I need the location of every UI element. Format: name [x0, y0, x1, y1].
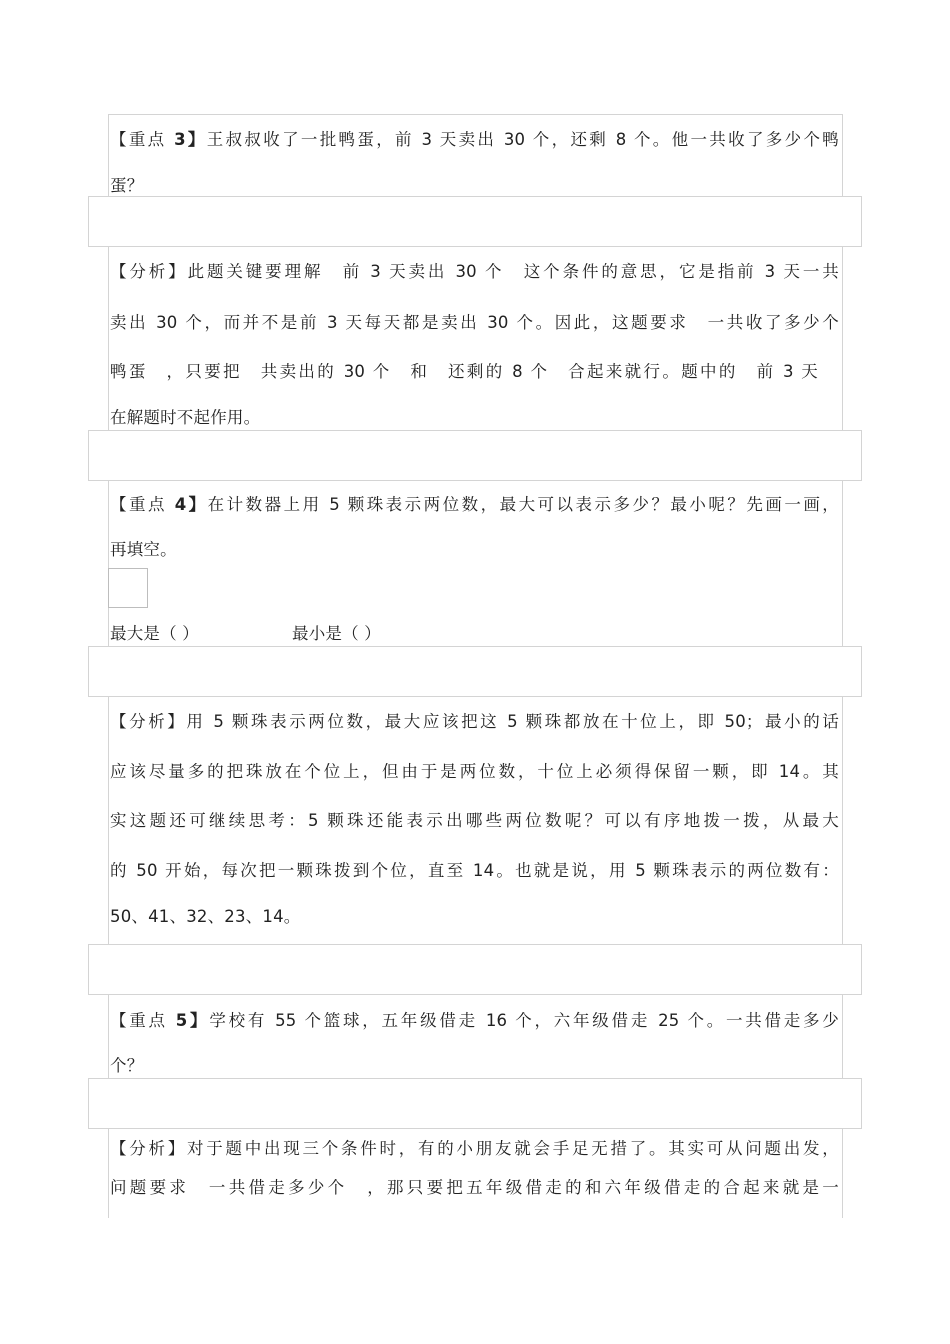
analysis-3-line-3: 鸭蛋 ，只要把 共卖出的 30 个 和 还剩的 8 个 合起来就行。题中的 前 3 天: [110, 362, 818, 381]
table-border: [861, 646, 862, 696]
analysis-tag: 【分析】: [110, 712, 187, 731]
table-border: [108, 246, 109, 430]
table-border: [88, 646, 89, 696]
table-border: [108, 480, 109, 646]
analysis-4-line-1: [110, 712, 839, 732]
tag-open: 【重点: [110, 1011, 176, 1030]
table-border: [108, 696, 109, 944]
table-border: [861, 196, 862, 246]
analysis-4-line-3: 实这题还可继续思考：5 颗珠还能表示出哪些两位数呢？可以有序地拨一拨，从最大: [110, 811, 839, 830]
table-border: [861, 1078, 862, 1128]
table-border: [842, 114, 843, 196]
analysis-3-line-1: [110, 262, 839, 282]
key-point-5-line-2: 个？: [110, 1056, 144, 1075]
analysis-4-line-2: 应该尽量多的把珠放在个位上，但由于是两位数，十位上必须得保留一颗，即 14。其: [110, 762, 839, 781]
abacus-drawing-box: [108, 568, 148, 608]
analysis-5-line-2: 问题要求 一共借走多少个 ，那只要把五年级借走的和六年级借走的合起来就是一: [110, 1178, 839, 1197]
analysis-3-line-4: 在解题时不起作用。: [110, 408, 261, 427]
table-border: [88, 1078, 862, 1079]
table-border: [88, 246, 862, 247]
table-border: [108, 1128, 109, 1218]
key-point-5-line-1: [110, 1011, 839, 1031]
paragraph-text: 此题关键要理解 前 3 天卖出 30 个 这个条件的意思，它是指前 3 天一共: [187, 262, 839, 281]
key-point-tag: [110, 495, 208, 514]
paragraph-text: 用 5 颗珠表示两位数，最大应该把这 5 颗珠都放在十位上，即 50；最小的话: [186, 712, 839, 731]
tag-number: 5: [175, 1011, 188, 1030]
tag-close: 】: [187, 1011, 210, 1030]
key-point-3-line-2: 蛋？: [110, 176, 144, 195]
key-point-3-line-1: [110, 130, 839, 150]
analysis-4-line-5: 50、41、32、23、14。: [110, 907, 301, 926]
analysis-3-line-2: 卖出 30 个，而并不是前 3 天每天都是卖出 30 个。因此，这题要求 一共收了多少个: [110, 313, 839, 332]
table-border: [842, 994, 843, 1078]
analysis-tag: 【分析】: [110, 1139, 188, 1158]
table-border: [842, 246, 843, 430]
table-border: [108, 114, 842, 115]
key-point-4-line-1: [110, 495, 839, 515]
tag-open: 【重点: [110, 495, 175, 514]
table-border: [88, 944, 89, 994]
table-border: [861, 430, 862, 480]
analysis-4-line-4: 的 50 开始，每次把一颗珠拨到个位，直至 14。也就是说，用 5 颗珠表示的两位数有：: [110, 861, 839, 880]
paragraph-text: 王叔叔收了一批鸭蛋，前 3 天卖出 30 个，还剩 8 个。他一共收了多少个鸭: [206, 130, 839, 149]
table-border: [88, 480, 862, 481]
table-border: [88, 430, 862, 431]
table-border: [861, 944, 862, 994]
table-border: [88, 196, 862, 197]
min-answer-blank: 最小是（ ）: [292, 624, 381, 643]
max-answer-blank: 最大是（ ）: [110, 624, 199, 643]
analysis-5-line-1: [110, 1139, 839, 1159]
table-border: [88, 196, 89, 246]
table-border: [88, 944, 862, 945]
table-border: [88, 696, 862, 697]
tag-close: 】: [185, 130, 207, 149]
table-border: [842, 480, 843, 646]
table-border: [108, 114, 109, 196]
paragraph-text: 对于题中出现三个条件时，有的小朋友就会手足无措了。其实可从问题出发，: [187, 1139, 839, 1158]
table-border: [88, 646, 862, 647]
key-point-tag: [110, 130, 207, 149]
key-point-tag: [110, 1011, 209, 1030]
tag-open: 【重点: [110, 130, 175, 149]
analysis-tag: 【分析】: [110, 262, 188, 281]
paragraph-text: 在计数器上用 5 颗珠表示两位数，最大可以表示多少？最小呢？先画一画，: [207, 495, 840, 514]
table-border: [88, 1128, 862, 1129]
table-border: [88, 1078, 89, 1128]
key-point-4-line-2: 再填空。: [110, 540, 177, 559]
table-border: [842, 1128, 843, 1218]
table-border: [842, 696, 843, 944]
tag-number: 3: [174, 130, 186, 149]
table-border: [88, 994, 862, 995]
tag-number: 4: [174, 495, 187, 514]
tag-close: 】: [186, 495, 208, 514]
table-border: [88, 430, 89, 480]
paragraph-text: 学校有 55 个篮球，五年级借走 16 个，六年级借走 25 个。一共借走多少: [209, 1011, 840, 1030]
table-border: [108, 994, 109, 1078]
